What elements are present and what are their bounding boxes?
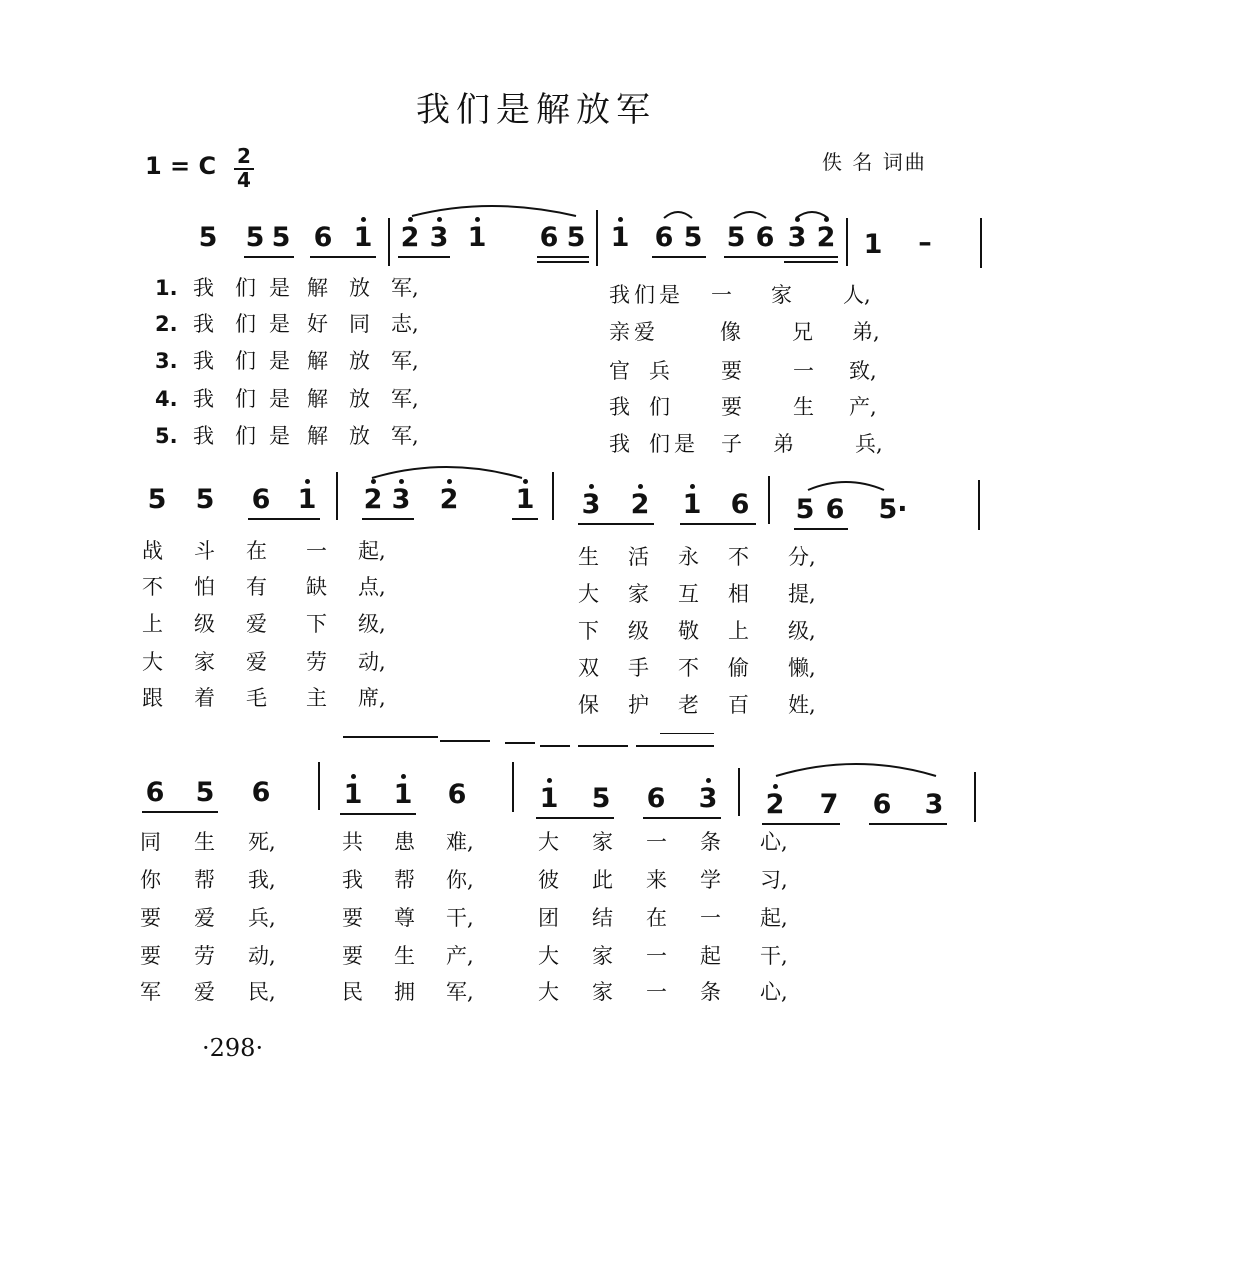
lyric-char: 同 bbox=[140, 830, 161, 854]
lyric-char: 大 bbox=[578, 582, 599, 606]
note: 5· bbox=[878, 494, 908, 525]
lyric-char: 生 bbox=[394, 944, 415, 968]
lyric-char: 们 bbox=[235, 424, 256, 448]
note: 6 bbox=[825, 494, 845, 525]
lyric-char: 着 bbox=[194, 686, 215, 710]
lyric-char: 军, bbox=[391, 424, 419, 448]
lyric-char: 军, bbox=[391, 349, 419, 373]
lyric-char: 解 bbox=[307, 424, 328, 448]
lyric-char: 生 bbox=[578, 545, 599, 569]
note: 1 bbox=[352, 223, 374, 253]
note: 5 bbox=[271, 222, 291, 253]
lyric-char: 动, bbox=[248, 944, 276, 968]
lyric-char: 放 bbox=[349, 424, 370, 448]
lyric-char: 致, bbox=[849, 359, 877, 383]
lyric-char: 爱 bbox=[246, 650, 267, 674]
lyric-char: 亲 bbox=[609, 320, 630, 344]
note: 1 bbox=[342, 780, 364, 810]
lyric-char: 缺 bbox=[306, 575, 327, 599]
lyric-line bbox=[140, 864, 800, 894]
note: 3 bbox=[390, 485, 412, 515]
lyric-char: 死, bbox=[248, 830, 276, 854]
lyric-char: 劳 bbox=[194, 944, 215, 968]
lyric-char: 斗 bbox=[194, 539, 215, 563]
lyric-char: 大 bbox=[538, 980, 559, 1004]
song-title: 我们是解放军 bbox=[416, 90, 656, 130]
lyric-char: 弟, bbox=[852, 320, 880, 344]
note: 6 bbox=[730, 489, 750, 520]
lyric-char: 我 bbox=[609, 283, 630, 307]
lyric-char: 起 bbox=[700, 944, 721, 968]
lyric-char: 双 bbox=[578, 656, 599, 680]
note: 2 bbox=[399, 223, 421, 253]
verse-number: 1. bbox=[155, 276, 178, 300]
lyric-char: 毛 bbox=[246, 686, 267, 710]
lyric-char: 们 bbox=[235, 387, 256, 411]
lyric-char: 产, bbox=[446, 944, 474, 968]
lyric-char: 帮 bbox=[194, 868, 215, 892]
lyric-char: 民, bbox=[248, 980, 276, 1004]
lyric-char: 在 bbox=[246, 539, 267, 563]
lyric-char: 条 bbox=[700, 980, 721, 1004]
lyric-char: 爱 bbox=[194, 980, 215, 1004]
lyric-char: 我 bbox=[193, 387, 214, 411]
lyric-char: 好 bbox=[307, 312, 328, 336]
lyric-char: 上 bbox=[142, 612, 163, 636]
lyric-char: 你, bbox=[446, 868, 474, 892]
note: 6 bbox=[313, 222, 333, 253]
lyric-char: 不 bbox=[728, 545, 749, 569]
lyric-char: 我 bbox=[342, 868, 363, 892]
note: 5 bbox=[198, 222, 218, 253]
lyric-char: 患 bbox=[394, 830, 415, 854]
lyric-char: 心, bbox=[760, 980, 788, 1004]
lyric-char: 不 bbox=[678, 656, 699, 680]
lyric-char: 尊 bbox=[394, 906, 415, 930]
lyric-char: 同 bbox=[349, 312, 370, 336]
lyric-char: 要 bbox=[721, 395, 742, 419]
lyric-char: 级, bbox=[788, 619, 816, 643]
lyric-char: 解 bbox=[307, 387, 328, 411]
verse-number: 3. bbox=[155, 349, 178, 373]
lyric-char: 心, bbox=[760, 830, 788, 854]
lyric-char: 家 bbox=[771, 283, 792, 307]
lyric-char: 官 bbox=[609, 359, 630, 383]
verse-number: 4. bbox=[155, 387, 178, 411]
note: 3 bbox=[428, 223, 450, 253]
note: 1 bbox=[609, 223, 631, 253]
time-signature-top: 2 bbox=[237, 144, 251, 168]
lyric-char: 要 bbox=[342, 906, 363, 930]
lyric-char: 习, bbox=[760, 868, 788, 892]
lyric-char: 是 bbox=[269, 276, 290, 300]
lyric-line bbox=[140, 940, 800, 970]
lyric-char: 劳 bbox=[306, 650, 327, 674]
lyric-char: 军 bbox=[140, 980, 161, 1004]
slur bbox=[776, 764, 936, 776]
lyric-char: 是 bbox=[269, 349, 290, 373]
lyric-char: 老 bbox=[678, 693, 699, 717]
lyric-char: 军, bbox=[391, 276, 419, 300]
lyric-char: 上 bbox=[728, 619, 749, 643]
verse-number: 5. bbox=[155, 424, 178, 448]
lyric-char: 干, bbox=[446, 906, 474, 930]
note: 1 bbox=[538, 784, 560, 814]
lyric-char: 们 bbox=[634, 283, 655, 307]
lyric-char: 来 bbox=[646, 868, 667, 892]
note: 6 bbox=[251, 484, 271, 515]
lyric-char: 家 bbox=[592, 944, 613, 968]
note: 1 bbox=[296, 485, 318, 515]
lyric-char: 弟 bbox=[773, 432, 794, 456]
note: 6 bbox=[646, 783, 666, 814]
lyric-char: 点, bbox=[358, 575, 386, 599]
lyric-char: 兵 bbox=[649, 359, 670, 383]
note: 5 bbox=[795, 494, 815, 525]
lyric-char: 姓, bbox=[788, 693, 816, 717]
note: 3 bbox=[697, 784, 719, 814]
note: 3 bbox=[786, 223, 808, 253]
note: 1 bbox=[514, 485, 536, 515]
lyric-char: 保 bbox=[578, 693, 599, 717]
lyric-char: 大 bbox=[538, 944, 559, 968]
lyric-char: 在 bbox=[646, 906, 667, 930]
lyric-char: 级, bbox=[358, 612, 386, 636]
lyric-char: 解 bbox=[307, 276, 328, 300]
lyric-char: 兵, bbox=[248, 906, 276, 930]
lyric-char: 永 bbox=[678, 545, 699, 569]
lyric-char: 们 bbox=[649, 432, 670, 456]
note: 6 bbox=[872, 789, 892, 820]
lyric-char: 一 bbox=[700, 906, 721, 930]
note: 2 bbox=[362, 485, 384, 515]
lyric-char: 活 bbox=[628, 545, 649, 569]
note: 2 bbox=[629, 490, 651, 520]
note: 5 bbox=[726, 222, 746, 253]
note: 2 bbox=[815, 223, 837, 253]
note: 6 bbox=[145, 777, 165, 808]
lyric-char: 像 bbox=[720, 320, 741, 344]
lyric-char: 我, bbox=[248, 868, 276, 892]
note: 5 bbox=[245, 222, 265, 253]
lyric-char: 学 bbox=[700, 868, 721, 892]
lyric-char: 不 bbox=[142, 575, 163, 599]
lyric-char: 席, bbox=[358, 686, 386, 710]
lyric-char: 护 bbox=[628, 693, 649, 717]
composer-credit: 佚 名 词曲 bbox=[822, 150, 927, 174]
lyric-char: 主 bbox=[306, 686, 327, 710]
lyric-char: 动, bbox=[358, 650, 386, 674]
lyric-char: 干, bbox=[760, 944, 788, 968]
lyric-char: 怕 bbox=[194, 575, 215, 599]
lyric-char: 起, bbox=[358, 539, 386, 563]
lyric-char: 手 bbox=[628, 656, 649, 680]
lyric-char: 爱 bbox=[246, 612, 267, 636]
lyric-char: 是 bbox=[269, 312, 290, 336]
lyric-char: 兄 bbox=[792, 320, 813, 344]
lyric-char: 我 bbox=[193, 276, 214, 300]
note: 6 bbox=[539, 222, 559, 253]
lyric-char: 放 bbox=[349, 349, 370, 373]
lyric-char: 们 bbox=[235, 349, 256, 373]
lyric-char: 难, bbox=[446, 830, 474, 854]
lyric-char: 是 bbox=[659, 283, 680, 307]
lyric-char: 互 bbox=[678, 582, 699, 606]
lyric-char: 级 bbox=[194, 612, 215, 636]
lyric-char: 们 bbox=[235, 276, 256, 300]
lyric-char: 子 bbox=[721, 432, 742, 456]
lyric-char: 懒, bbox=[788, 656, 816, 680]
lyric-char: 一 bbox=[793, 359, 814, 383]
lyric-char: 一 bbox=[306, 539, 327, 563]
lyric-char: 下 bbox=[306, 612, 327, 636]
note: 1 bbox=[681, 490, 703, 520]
lyric-char: 拥 bbox=[394, 980, 415, 1004]
lyric-char: 偷 bbox=[728, 656, 749, 680]
note: 1 bbox=[863, 229, 883, 260]
note: 5 bbox=[683, 222, 703, 253]
dash: – bbox=[918, 227, 932, 258]
lyric-char: 起, bbox=[760, 906, 788, 930]
lyric-char: 生 bbox=[793, 395, 814, 419]
lyric-char: 军, bbox=[391, 387, 419, 411]
lyric-char: 要 bbox=[140, 944, 161, 968]
lyric-char: 结 bbox=[592, 906, 613, 930]
lyric-char: 一 bbox=[711, 283, 732, 307]
lyric-line bbox=[140, 902, 800, 932]
lyric-char: 下 bbox=[578, 619, 599, 643]
lyric-char: 一 bbox=[646, 944, 667, 968]
lyric-char: 兵, bbox=[855, 432, 883, 456]
lyric-char: 我 bbox=[609, 395, 630, 419]
lyric-char: 提, bbox=[788, 582, 816, 606]
lyric-char: 是 bbox=[269, 424, 290, 448]
lyric-char: 人, bbox=[843, 283, 871, 307]
note: 6 bbox=[654, 222, 674, 253]
lyric-char: 大 bbox=[142, 650, 163, 674]
note: 5 bbox=[195, 777, 215, 808]
lyric-char: 我 bbox=[193, 424, 214, 448]
lyric-char: 我 bbox=[193, 349, 214, 373]
lyric-char: 们 bbox=[649, 395, 670, 419]
note: 5 bbox=[566, 222, 586, 253]
lyric-char: 民 bbox=[342, 980, 363, 1004]
note: 2 bbox=[764, 790, 786, 820]
lyric-char: 要 bbox=[140, 906, 161, 930]
lyric-line bbox=[140, 976, 800, 1006]
note: 1 bbox=[392, 780, 414, 810]
note: 6 bbox=[755, 222, 775, 253]
time-signature-bottom: 4 bbox=[237, 168, 251, 192]
lyric-char: 条 bbox=[700, 830, 721, 854]
lyric-char: 爱 bbox=[194, 906, 215, 930]
lyric-char: 要 bbox=[721, 359, 742, 383]
lyric-char: 解 bbox=[307, 349, 328, 373]
note: 3 bbox=[580, 490, 602, 520]
verse-number: 2. bbox=[155, 312, 178, 336]
lyric-char: 军, bbox=[446, 980, 474, 1004]
note: 5 bbox=[147, 484, 167, 515]
lyric-char: 我 bbox=[609, 432, 630, 456]
lyric-char: 是 bbox=[269, 387, 290, 411]
lyric-char: 分, bbox=[788, 545, 816, 569]
lyric-char: 有 bbox=[246, 575, 267, 599]
lyric-char: 是 bbox=[674, 432, 695, 456]
note: 3 bbox=[924, 789, 944, 820]
lyric-char: 你 bbox=[140, 868, 161, 892]
note: 5 bbox=[591, 783, 611, 814]
note: 1 bbox=[466, 223, 488, 253]
lyric-char: 家 bbox=[194, 650, 215, 674]
lyric-char: 家 bbox=[592, 830, 613, 854]
lyric-char: 产, bbox=[849, 395, 877, 419]
lyric-char: 战 bbox=[142, 539, 163, 563]
note: 2 bbox=[438, 485, 460, 515]
lyric-line bbox=[140, 826, 800, 856]
lyric-char: 生 bbox=[194, 830, 215, 854]
lyric-char: 相 bbox=[728, 582, 749, 606]
lyric-char: 大 bbox=[538, 830, 559, 854]
lyric-char: 志, bbox=[391, 312, 419, 336]
lyric-char: 此 bbox=[592, 868, 613, 892]
lyric-char: 帮 bbox=[394, 868, 415, 892]
page-number: ·298· bbox=[202, 1034, 264, 1062]
lyric-char: 家 bbox=[592, 980, 613, 1004]
key-signature: 1 = C bbox=[145, 152, 217, 180]
lyric-char: 级 bbox=[628, 619, 649, 643]
lyric-char: 放 bbox=[349, 276, 370, 300]
lyric-char: 爱 bbox=[634, 320, 655, 344]
note: 5 bbox=[195, 484, 215, 515]
note: 7 bbox=[819, 789, 839, 820]
note: 6 bbox=[447, 779, 467, 810]
lyric-char: 一 bbox=[646, 830, 667, 854]
lyric-char: 跟 bbox=[142, 686, 163, 710]
lyric-char: 我 bbox=[193, 312, 214, 336]
lyric-char: 一 bbox=[646, 980, 667, 1004]
lyric-char: 团 bbox=[538, 906, 559, 930]
lyric-char: 放 bbox=[349, 387, 370, 411]
lyric-char: 家 bbox=[628, 582, 649, 606]
note: 6 bbox=[251, 777, 271, 808]
lyric-char: 共 bbox=[342, 830, 363, 854]
lyric-char: 彼 bbox=[538, 868, 559, 892]
lyric-char: 百 bbox=[728, 693, 749, 717]
lyric-char: 敬 bbox=[678, 619, 699, 643]
lyric-char: 要 bbox=[342, 944, 363, 968]
lyric-char: 们 bbox=[235, 312, 256, 336]
